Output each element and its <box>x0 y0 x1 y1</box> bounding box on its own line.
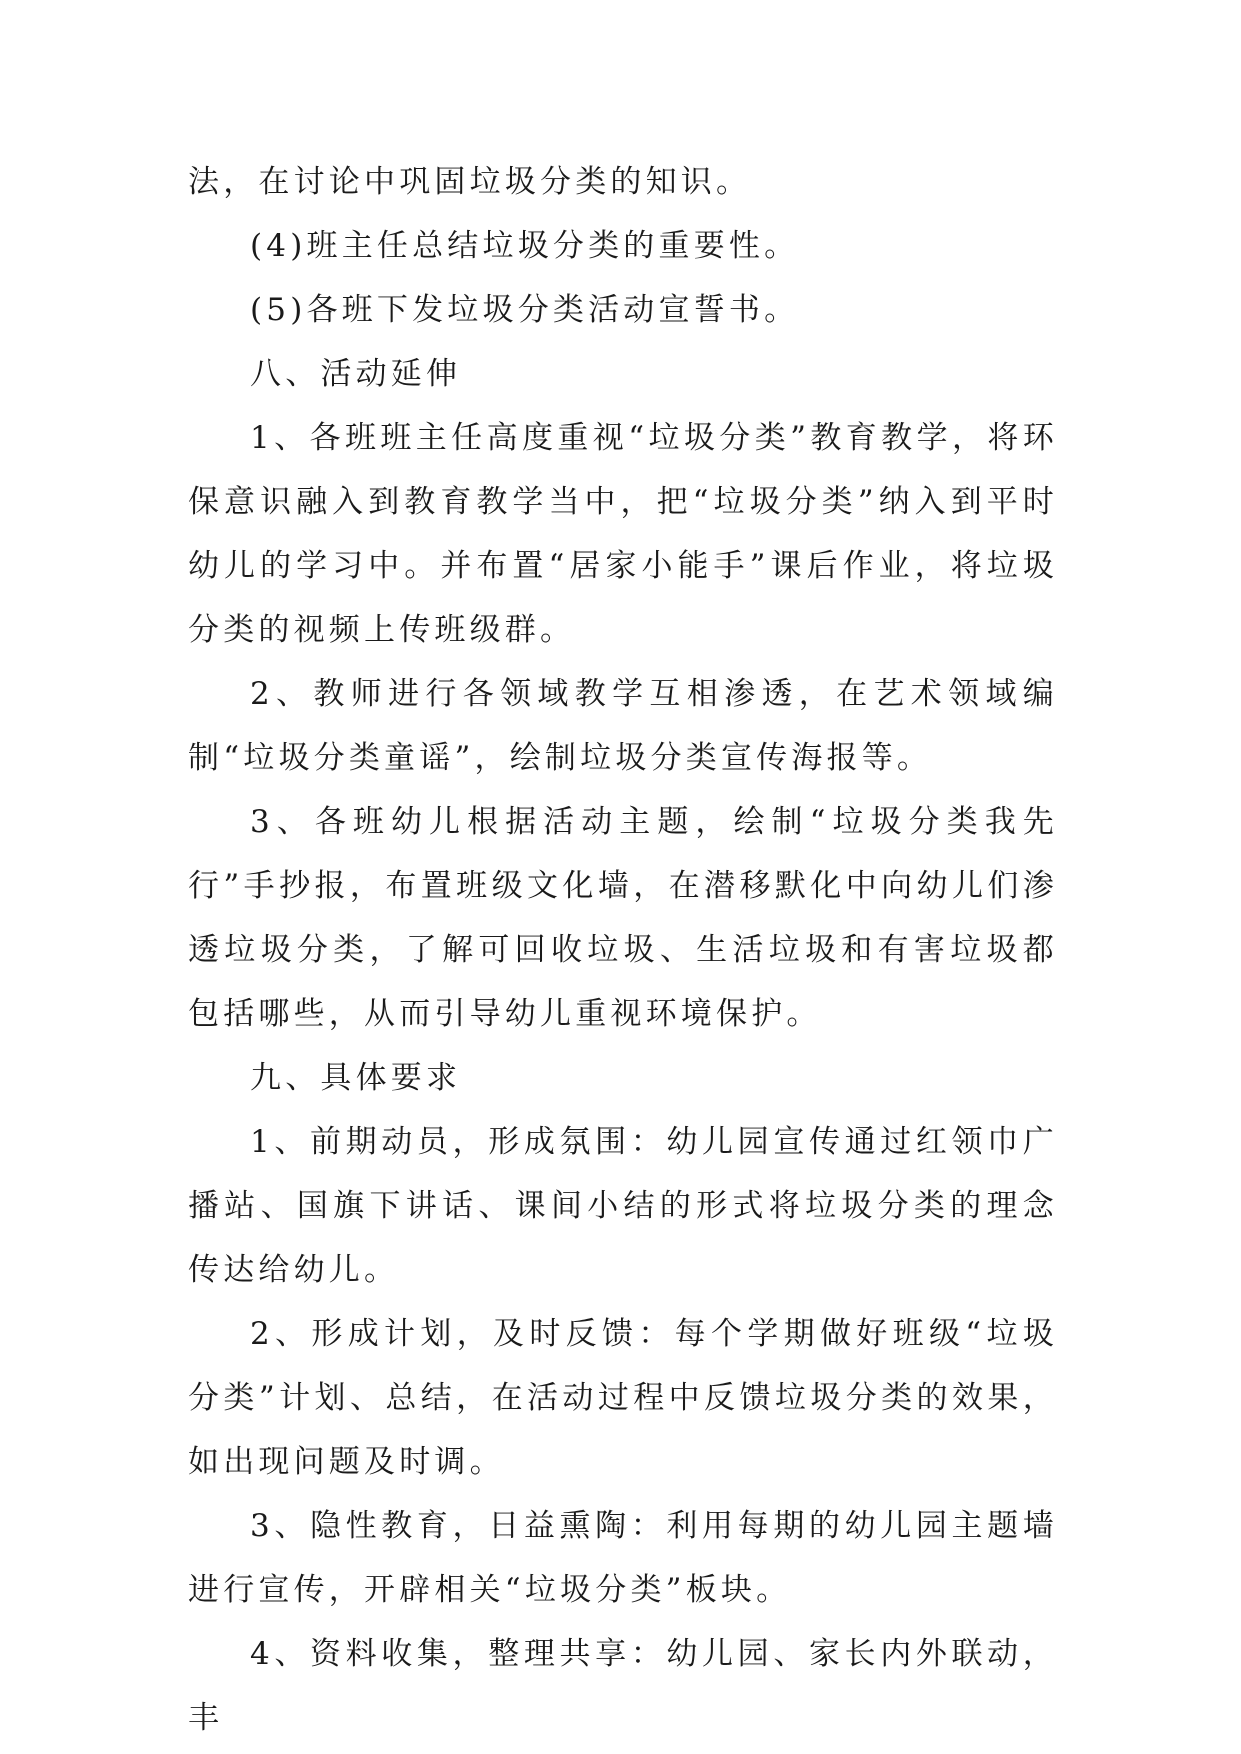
document-body <box>188 150 1058 1750</box>
paragraph-requirement-4: 4、资料收集，整理共享：幼儿园、家长内外联动，丰 <box>188 1636 1058 1736</box>
paragraph-continuation: 法，在讨论中巩固垃圾分类的知识。 <box>188 164 752 200</box>
paragraph-extension-1: 1、各班班主任高度重视“垃圾分类”教育教学，将环保意识融入到教育教学当中，把“垃圾分类”纳入到平时幼儿的学习中。并布置“居家小能手”课后作业，将垃圾分类的视频上传班级群。 <box>188 420 1058 648</box>
paragraph-extension-2: 2、教师进行各领域教学互相渗透，在艺术领域编制“垃圾分类童谣”，绘制垃圾分类宣传海报等。 <box>188 676 1058 776</box>
paragraph-requirement-1: 1、前期动员，形成氛围：幼儿园宣传通过红领巾广播站、国旗下讲话、课间小结的形式将垃圾分类的理念传达给幼儿。 <box>188 1124 1058 1288</box>
paragraph-step-5: (5)各班下发垃圾分类活动宣誓书。 <box>250 292 800 328</box>
paragraph-step-4: (4)班主任总结垃圾分类的重要性。 <box>250 228 800 264</box>
section-heading-activity-extension: 八、活动延伸 <box>250 356 462 392</box>
section-heading-specific-requirements: 九、具体要求 <box>250 1060 462 1096</box>
paragraph-extension-3: 3、各班幼儿根据活动主题，绘制“垃圾分类我先行”手抄报，布置班级文化墙，在潜移默化中向幼儿们渗透垃圾分类，了解可回收垃圾、生活垃圾和有害垃圾都包括哪些，从而引导幼儿重视环境保护。 <box>188 804 1058 1032</box>
paragraph-requirement-2: 2、形成计划，及时反馈：每个学期做好班级“垃圾分类”计划、总结，在活动过程中反馈垃圾分类的效果，如出现问题及时调。 <box>188 1316 1058 1480</box>
paragraph-requirement-3: 3、隐性教育，日益熏陶：利用每期的幼儿园主题墙进行宣传，开辟相关“垃圾分类”板块。 <box>188 1508 1058 1608</box>
